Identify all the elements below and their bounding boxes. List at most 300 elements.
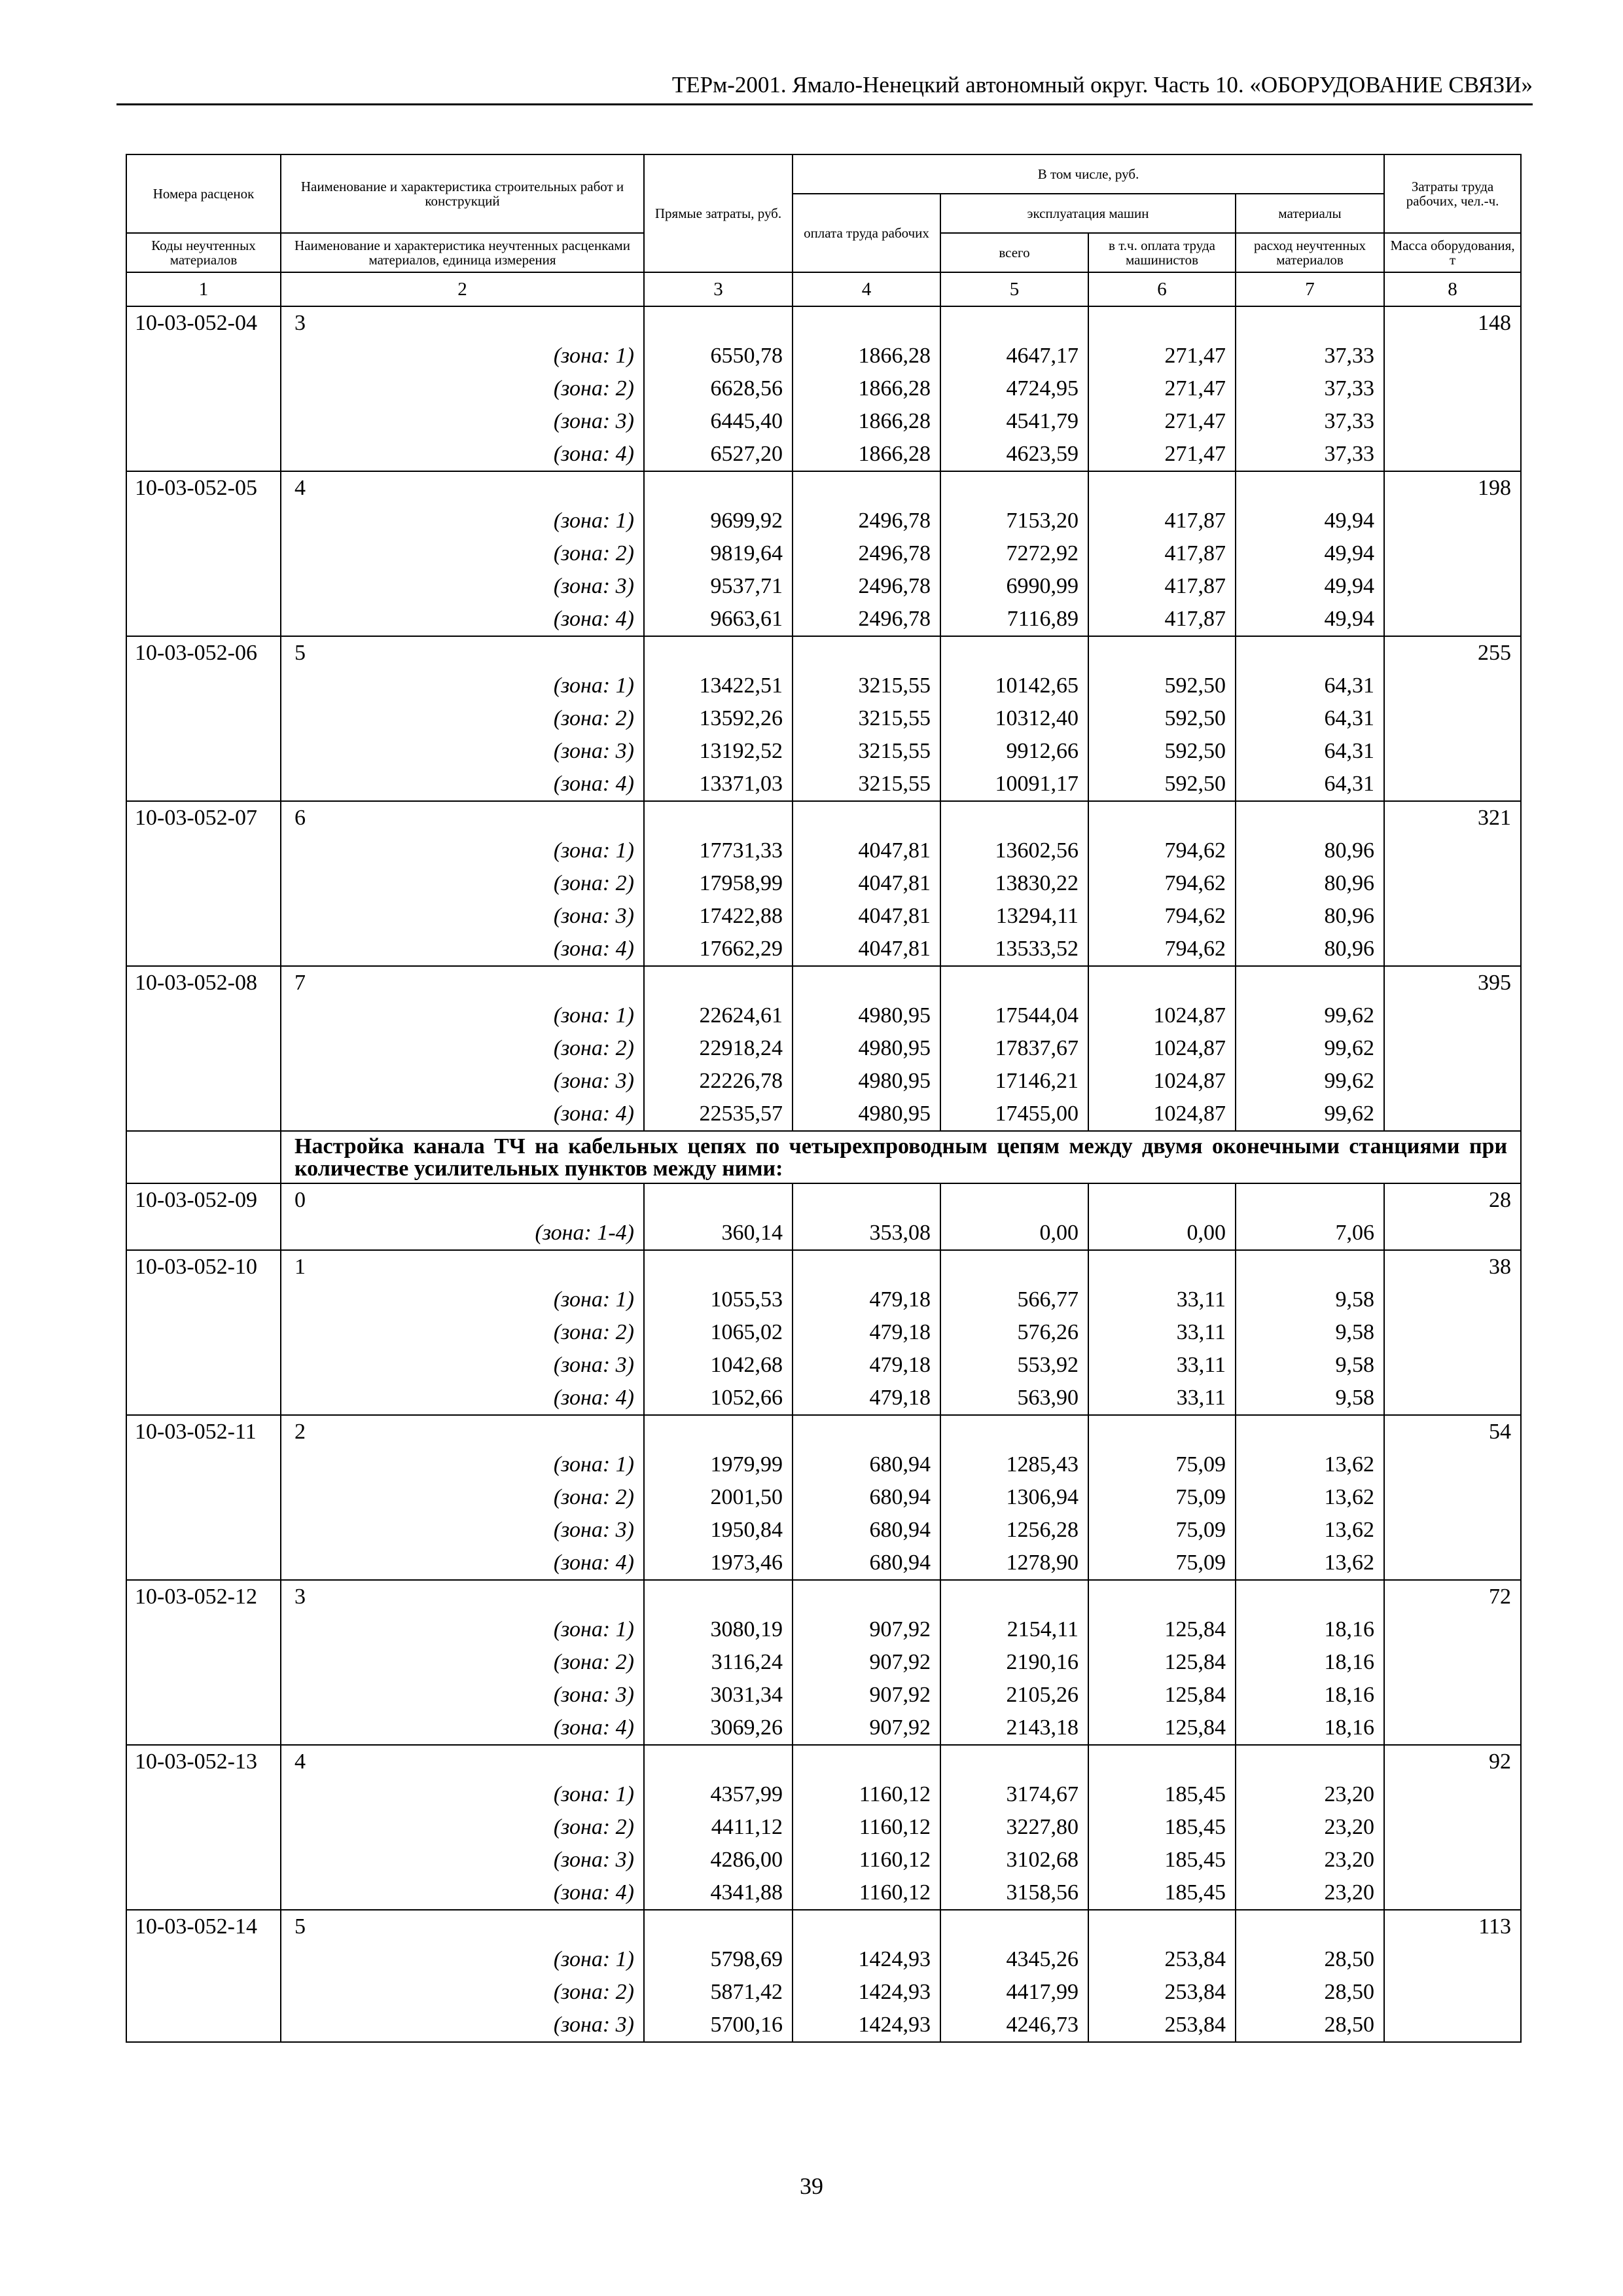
operator-pay: 253,84 xyxy=(1088,2009,1236,2042)
machines-total: 9912,66 xyxy=(940,735,1088,768)
zone-label: (зона: 2) xyxy=(281,537,644,570)
worker-pay: 907,92 xyxy=(793,1679,940,1712)
machines-total: 7116,89 xyxy=(940,603,1088,636)
col-number: 2 xyxy=(281,272,644,306)
worker-pay: 680,94 xyxy=(793,1481,940,1514)
empty-cell xyxy=(126,603,281,636)
labor-cost: 198 xyxy=(1384,471,1521,505)
rate-row xyxy=(126,1580,1521,1613)
zone-label: (зона: 4) xyxy=(281,603,644,636)
worker-pay: 479,18 xyxy=(793,1283,940,1316)
materials-cost: 80,96 xyxy=(1236,933,1384,966)
machines-total: 1278,90 xyxy=(940,1547,1088,1580)
direct-costs: 1055,53 xyxy=(644,1283,793,1316)
zone-row xyxy=(126,834,1521,867)
operator-pay: 125,84 xyxy=(1088,1679,1236,1712)
materials-cost: 28,50 xyxy=(1236,2009,1384,2042)
rate-name: 5 xyxy=(281,636,644,670)
empty-cell xyxy=(1384,1679,1521,1712)
materials-cost: 28,50 xyxy=(1236,1943,1384,1976)
empty-cell xyxy=(126,1098,281,1131)
zone-row xyxy=(126,1065,1521,1098)
empty-cell xyxy=(940,636,1088,670)
empty-cell xyxy=(126,1943,281,1976)
col-number: 5 xyxy=(940,272,1088,306)
empty-cell xyxy=(126,1349,281,1382)
materials-cost: 13,62 xyxy=(1236,1481,1384,1514)
empty-cell xyxy=(126,834,281,867)
machines-total: 2105,26 xyxy=(940,1679,1088,1712)
operator-pay: 271,47 xyxy=(1088,372,1236,405)
empty-cell xyxy=(793,1580,940,1613)
worker-pay: 1160,12 xyxy=(793,1811,940,1844)
machines-total: 10142,65 xyxy=(940,670,1088,702)
materials-cost: 23,20 xyxy=(1236,1811,1384,1844)
empty-cell xyxy=(1384,1098,1521,1131)
rate-name: 4 xyxy=(281,1745,644,1778)
machines-total: 10091,17 xyxy=(940,768,1088,801)
worker-pay: 1866,28 xyxy=(793,438,940,471)
machines-total: 4541,79 xyxy=(940,405,1088,438)
machines-total: 2154,11 xyxy=(940,1613,1088,1646)
materials-cost: 9,58 xyxy=(1236,1349,1384,1382)
direct-costs: 17662,29 xyxy=(644,933,793,966)
rate-name: 5 xyxy=(281,1910,644,1943)
empty-cell xyxy=(1384,1448,1521,1481)
rate-name: 2 xyxy=(281,1415,644,1448)
empty-cell xyxy=(126,1976,281,2009)
empty-cell xyxy=(793,1183,940,1217)
zone-row xyxy=(126,735,1521,768)
direct-costs: 22624,61 xyxy=(644,999,793,1032)
empty-cell xyxy=(1384,768,1521,801)
zone-row xyxy=(126,505,1521,537)
empty-cell xyxy=(126,670,281,702)
empty-cell xyxy=(126,1712,281,1745)
direct-costs: 1042,68 xyxy=(644,1349,793,1382)
empty-cell xyxy=(126,1065,281,1098)
materials-cost: 80,96 xyxy=(1236,834,1384,867)
zone-label: (зона: 1) xyxy=(281,670,644,702)
empty-cell xyxy=(793,306,940,340)
empty-cell xyxy=(126,1448,281,1481)
materials-cost: 99,62 xyxy=(1236,1098,1384,1131)
machines-total: 1306,94 xyxy=(940,1481,1088,1514)
operator-pay: 592,50 xyxy=(1088,702,1236,735)
empty-cell xyxy=(1384,2009,1521,2042)
empty-cell xyxy=(940,1415,1088,1448)
col-machine-operation: эксплуатация машин xyxy=(940,194,1236,233)
operator-pay: 794,62 xyxy=(1088,933,1236,966)
machines-total: 4623,59 xyxy=(940,438,1088,471)
machines-total: 576,26 xyxy=(940,1316,1088,1349)
direct-costs: 9699,92 xyxy=(644,505,793,537)
operator-pay: 592,50 xyxy=(1088,735,1236,768)
zone-row xyxy=(126,1217,1521,1250)
operator-pay: 1024,87 xyxy=(1088,1065,1236,1098)
empty-cell xyxy=(1088,1910,1236,1943)
direct-costs: 22226,78 xyxy=(644,1065,793,1098)
operator-pay: 33,11 xyxy=(1088,1316,1236,1349)
zone-label: (зона: 2) xyxy=(281,1646,644,1679)
zone-label: (зона: 4) xyxy=(281,768,644,801)
empty-cell xyxy=(1236,966,1384,999)
direct-costs: 2001,50 xyxy=(644,1481,793,1514)
worker-pay: 4047,81 xyxy=(793,900,940,933)
empty-cell xyxy=(1384,1349,1521,1382)
machines-total: 17455,00 xyxy=(940,1098,1088,1131)
zone-label: (зона: 3) xyxy=(281,1065,644,1098)
zone-row xyxy=(126,702,1521,735)
zone-label: (зона: 2) xyxy=(281,1316,644,1349)
zone-label: (зона: 4) xyxy=(281,438,644,471)
machines-total: 1256,28 xyxy=(940,1514,1088,1547)
machines-total: 3158,56 xyxy=(940,1876,1088,1910)
zone-row xyxy=(126,1283,1521,1316)
direct-costs: 5700,16 xyxy=(644,2009,793,2042)
empty-cell xyxy=(126,1481,281,1514)
materials-cost: 23,20 xyxy=(1236,1778,1384,1811)
direct-costs: 17958,99 xyxy=(644,867,793,900)
empty-cell xyxy=(1088,801,1236,834)
zone-row xyxy=(126,933,1521,966)
col-operator-pay: в т.ч. оплата труда машинистов xyxy=(1088,233,1236,272)
empty-cell xyxy=(126,1844,281,1876)
operator-pay: 185,45 xyxy=(1088,1778,1236,1811)
rate-code: 10-03-052-06 xyxy=(126,636,281,670)
col-equipment-mass: Масса оборудования, т xyxy=(1384,233,1521,272)
zone-row xyxy=(126,1514,1521,1547)
zone-label: (зона: 1) xyxy=(281,1448,644,1481)
zone-label: (зона: 1) xyxy=(281,999,644,1032)
worker-pay: 4980,95 xyxy=(793,1098,940,1131)
empty-cell xyxy=(1384,1481,1521,1514)
rate-code: 10-03-052-04 xyxy=(126,306,281,340)
materials-cost: 80,96 xyxy=(1236,867,1384,900)
materials-cost: 64,31 xyxy=(1236,670,1384,702)
direct-costs: 6445,40 xyxy=(644,405,793,438)
empty-cell xyxy=(1088,1745,1236,1778)
rate-name: 6 xyxy=(281,801,644,834)
zone-row xyxy=(126,372,1521,405)
col-number: 4 xyxy=(793,272,940,306)
materials-cost: 99,62 xyxy=(1236,999,1384,1032)
operator-pay: 271,47 xyxy=(1088,438,1236,471)
materials-cost: 99,62 xyxy=(1236,1065,1384,1098)
machines-total: 2143,18 xyxy=(940,1712,1088,1745)
empty-cell xyxy=(1384,505,1521,537)
zone-label: (зона: 1) xyxy=(281,1613,644,1646)
operator-pay: 1024,87 xyxy=(1088,1032,1236,1065)
zone-row xyxy=(126,670,1521,702)
machines-total: 4246,73 xyxy=(940,2009,1088,2042)
empty-cell xyxy=(1384,867,1521,900)
direct-costs: 17422,88 xyxy=(644,900,793,933)
worker-pay: 1866,28 xyxy=(793,405,940,438)
direct-costs: 6628,56 xyxy=(644,372,793,405)
machines-total: 17837,67 xyxy=(940,1032,1088,1065)
col-number: 7 xyxy=(1236,272,1384,306)
empty-cell xyxy=(644,471,793,505)
empty-cell xyxy=(1384,834,1521,867)
rate-row xyxy=(126,966,1521,999)
rate-row xyxy=(126,1910,1521,1943)
empty-cell xyxy=(644,1580,793,1613)
rate-name: 0 xyxy=(281,1183,644,1217)
empty-cell xyxy=(793,966,940,999)
materials-cost: 37,33 xyxy=(1236,372,1384,405)
zone-row xyxy=(126,867,1521,900)
worker-pay: 479,18 xyxy=(793,1349,940,1382)
direct-costs: 1973,46 xyxy=(644,1547,793,1580)
materials-cost: 13,62 xyxy=(1236,1514,1384,1547)
labor-cost: 72 xyxy=(1384,1580,1521,1613)
zone-row xyxy=(126,405,1521,438)
worker-pay: 2496,78 xyxy=(793,505,940,537)
direct-costs: 9819,64 xyxy=(644,537,793,570)
zone-row xyxy=(126,537,1521,570)
col-number: 3 xyxy=(644,272,793,306)
materials-cost: 49,94 xyxy=(1236,505,1384,537)
worker-pay: 680,94 xyxy=(793,1547,940,1580)
zone-row xyxy=(126,1032,1521,1065)
materials-cost: 99,62 xyxy=(1236,1032,1384,1065)
operator-pay: 417,87 xyxy=(1088,505,1236,537)
zone-row xyxy=(126,2009,1521,2042)
machines-total: 13294,11 xyxy=(940,900,1088,933)
worker-pay: 3215,55 xyxy=(793,702,940,735)
zone-label: (зона: 3) xyxy=(281,405,644,438)
col-work-name: Наименование и характеристика строительных работ и конструкций xyxy=(281,154,644,233)
machines-total: 563,90 xyxy=(940,1382,1088,1415)
machines-total: 13533,52 xyxy=(940,933,1088,966)
rate-row xyxy=(126,1250,1521,1283)
col-machines-total: всего xyxy=(940,233,1088,272)
empty-cell xyxy=(126,537,281,570)
materials-cost: 9,58 xyxy=(1236,1382,1384,1415)
running-header: ТЕРм-2001. Ямало-Ненецкий автономный округ. Часть 10. «ОБОРУДОВАНИЕ СВЯЗИ» xyxy=(671,72,1533,98)
materials-cost: 18,16 xyxy=(1236,1613,1384,1646)
worker-pay: 907,92 xyxy=(793,1646,940,1679)
zone-label: (зона: 2) xyxy=(281,867,644,900)
empty-cell xyxy=(644,1910,793,1943)
empty-cell xyxy=(1384,340,1521,372)
zone-row xyxy=(126,1613,1521,1646)
materials-cost: 23,20 xyxy=(1236,1876,1384,1910)
operator-pay: 125,84 xyxy=(1088,1712,1236,1745)
empty-cell xyxy=(126,1547,281,1580)
empty-cell xyxy=(644,306,793,340)
operator-pay: 592,50 xyxy=(1088,670,1236,702)
empty-cell xyxy=(1384,1844,1521,1876)
zone-row xyxy=(126,1876,1521,1910)
empty-cell xyxy=(644,636,793,670)
zone-label: (зона: 4) xyxy=(281,1712,644,1745)
worker-pay: 3215,55 xyxy=(793,768,940,801)
empty-cell xyxy=(1236,1910,1384,1943)
empty-cell xyxy=(1384,1811,1521,1844)
direct-costs: 9537,71 xyxy=(644,570,793,603)
direct-costs: 17731,33 xyxy=(644,834,793,867)
empty-cell xyxy=(126,867,281,900)
empty-cell xyxy=(1236,1250,1384,1283)
direct-costs: 4411,12 xyxy=(644,1811,793,1844)
rate-code: 10-03-052-08 xyxy=(126,966,281,999)
empty-cell xyxy=(1384,438,1521,471)
zone-label: (зона: 2) xyxy=(281,1811,644,1844)
empty-cell xyxy=(1384,1613,1521,1646)
empty-cell xyxy=(126,1646,281,1679)
empty-cell xyxy=(1088,1415,1236,1448)
worker-pay: 680,94 xyxy=(793,1514,940,1547)
empty-cell xyxy=(126,1032,281,1065)
rate-row xyxy=(126,306,1521,340)
direct-costs: 4357,99 xyxy=(644,1778,793,1811)
zone-label: (зона: 4) xyxy=(281,1547,644,1580)
materials-cost: 18,16 xyxy=(1236,1646,1384,1679)
col-unaccounted-codes: Коды неучтенных материалов xyxy=(126,233,281,272)
zone-row xyxy=(126,603,1521,636)
table-body xyxy=(126,306,1521,2042)
empty-cell xyxy=(1088,1580,1236,1613)
empty-cell xyxy=(1236,1183,1384,1217)
zone-label: (зона: 2) xyxy=(281,1481,644,1514)
zone-label: (зона: 1) xyxy=(281,340,644,372)
zone-row xyxy=(126,900,1521,933)
machines-total: 10312,40 xyxy=(940,702,1088,735)
rate-row xyxy=(126,1415,1521,1448)
zone-row xyxy=(126,570,1521,603)
materials-cost: 49,94 xyxy=(1236,603,1384,636)
materials-cost: 37,33 xyxy=(1236,405,1384,438)
machines-total: 17146,21 xyxy=(940,1065,1088,1098)
rates-table xyxy=(126,154,1522,2043)
direct-costs: 13192,52 xyxy=(644,735,793,768)
empty-cell xyxy=(1384,1943,1521,1976)
empty-cell xyxy=(1384,1316,1521,1349)
materials-cost: 13,62 xyxy=(1236,1547,1384,1580)
materials-cost: 18,16 xyxy=(1236,1712,1384,1745)
direct-costs: 1052,66 xyxy=(644,1382,793,1415)
section-heading-row xyxy=(126,1131,1521,1183)
zone-label: (зона: 2) xyxy=(281,372,644,405)
empty-cell xyxy=(1384,1514,1521,1547)
zone-label: (зона: 1) xyxy=(281,1283,644,1316)
labor-cost: 113 xyxy=(1384,1910,1521,1943)
section-heading: Настройка канала ТЧ на кабельных цепях по четырехпроводным цепям между двумя оконечными станциями при количестве усилительных пунктов между ними: xyxy=(281,1131,1521,1183)
empty-cell xyxy=(1236,306,1384,340)
rate-name: 1 xyxy=(281,1250,644,1283)
direct-costs: 22918,24 xyxy=(644,1032,793,1065)
operator-pay: 417,87 xyxy=(1088,570,1236,603)
direct-costs: 13422,51 xyxy=(644,670,793,702)
operator-pay: 75,09 xyxy=(1088,1547,1236,1580)
materials-cost: 37,33 xyxy=(1236,340,1384,372)
empty-cell xyxy=(126,405,281,438)
labor-cost: 395 xyxy=(1384,966,1521,999)
rate-code: 10-03-052-12 xyxy=(126,1580,281,1613)
operator-pay: 33,11 xyxy=(1088,1349,1236,1382)
worker-pay: 1866,28 xyxy=(793,372,940,405)
direct-costs: 13371,03 xyxy=(644,768,793,801)
machines-total: 13830,22 xyxy=(940,867,1088,900)
materials-cost: 49,94 xyxy=(1236,570,1384,603)
zone-label: (зона: 3) xyxy=(281,900,644,933)
col-rate-number: Номера расценок xyxy=(126,154,281,233)
labor-cost: 28 xyxy=(1384,1183,1521,1217)
empty-cell xyxy=(940,1910,1088,1943)
operator-pay: 125,84 xyxy=(1088,1646,1236,1679)
empty-cell xyxy=(1088,966,1236,999)
zone-row xyxy=(126,340,1521,372)
empty-cell xyxy=(644,1250,793,1283)
operator-pay: 75,09 xyxy=(1088,1514,1236,1547)
col-worker-pay: оплата труда рабочих xyxy=(793,194,940,272)
empty-cell xyxy=(1236,471,1384,505)
direct-costs: 3116,24 xyxy=(644,1646,793,1679)
empty-cell xyxy=(126,933,281,966)
worker-pay: 479,18 xyxy=(793,1382,940,1415)
empty-cell xyxy=(1088,471,1236,505)
empty-cell xyxy=(793,1415,940,1448)
machines-total: 17544,04 xyxy=(940,999,1088,1032)
rate-name: 3 xyxy=(281,1580,644,1613)
empty-cell xyxy=(940,801,1088,834)
materials-cost: 9,58 xyxy=(1236,1283,1384,1316)
operator-pay: 417,87 xyxy=(1088,537,1236,570)
operator-pay: 417,87 xyxy=(1088,603,1236,636)
direct-costs: 22535,57 xyxy=(644,1098,793,1131)
zone-row xyxy=(126,1646,1521,1679)
machines-total: 2190,16 xyxy=(940,1646,1088,1679)
zone-row xyxy=(126,1844,1521,1876)
header-rule xyxy=(116,103,1533,105)
zone-label: (зона: 1) xyxy=(281,1778,644,1811)
empty-cell xyxy=(126,702,281,735)
zone-label: (зона: 1) xyxy=(281,1943,644,1976)
labor-cost: 54 xyxy=(1384,1415,1521,1448)
materials-cost: 37,33 xyxy=(1236,438,1384,471)
worker-pay: 907,92 xyxy=(793,1613,940,1646)
zone-row xyxy=(126,1098,1521,1131)
empty-cell xyxy=(1088,306,1236,340)
empty-cell xyxy=(126,372,281,405)
empty-cell xyxy=(940,1745,1088,1778)
rate-code: 10-03-052-13 xyxy=(126,1745,281,1778)
empty-cell xyxy=(1384,999,1521,1032)
empty-cell xyxy=(1384,900,1521,933)
empty-cell xyxy=(1384,1976,1521,2009)
rate-code: 10-03-052-11 xyxy=(126,1415,281,1448)
labor-cost: 148 xyxy=(1384,306,1521,340)
operator-pay: 253,84 xyxy=(1088,1976,1236,2009)
empty-cell xyxy=(1236,636,1384,670)
empty-cell xyxy=(126,1283,281,1316)
materials-cost: 80,96 xyxy=(1236,900,1384,933)
zone-row xyxy=(126,1382,1521,1415)
zone-row xyxy=(126,1679,1521,1712)
machines-total: 13602,56 xyxy=(940,834,1088,867)
worker-pay: 1424,93 xyxy=(793,2009,940,2042)
worker-pay: 3215,55 xyxy=(793,670,940,702)
zone-label: (зона: 3) xyxy=(281,570,644,603)
rate-code: 10-03-052-09 xyxy=(126,1183,281,1217)
zone-label: (зона: 3) xyxy=(281,1844,644,1876)
zone-label: (зона: 1) xyxy=(281,834,644,867)
empty-cell xyxy=(1384,1382,1521,1415)
zone-row xyxy=(126,999,1521,1032)
worker-pay: 4047,81 xyxy=(793,867,940,900)
